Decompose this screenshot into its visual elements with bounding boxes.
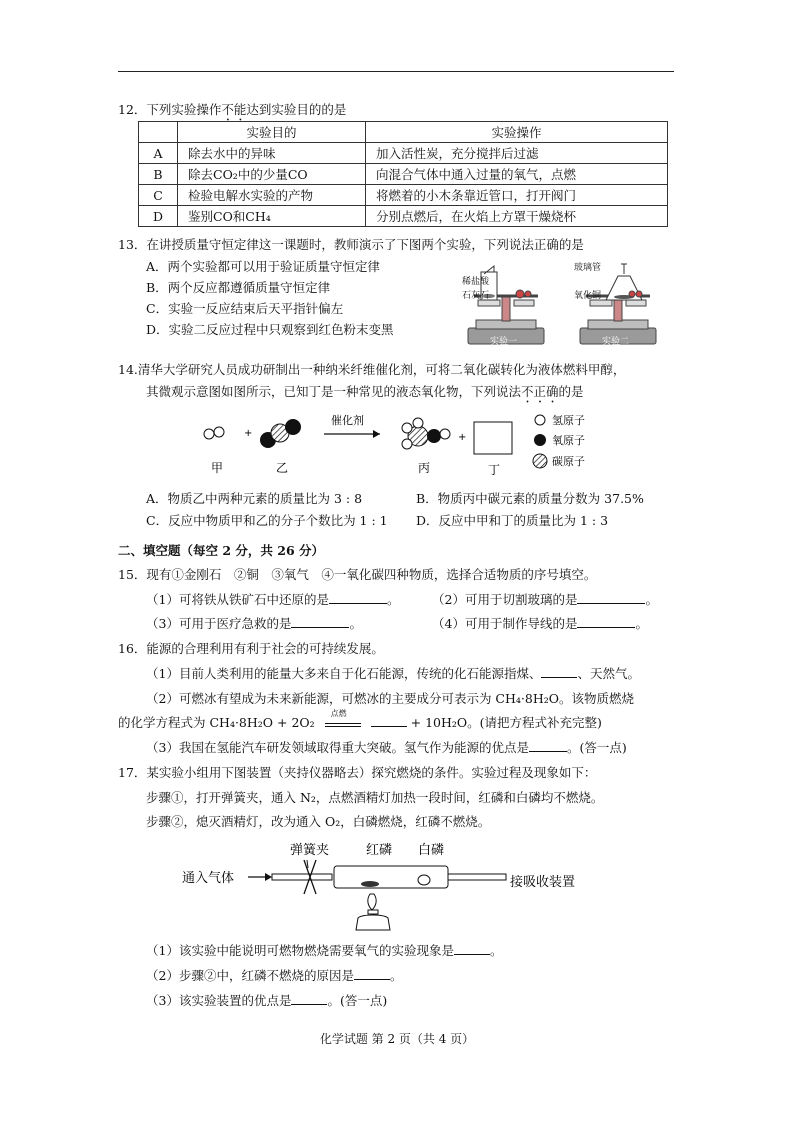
legend-h-icon [535, 415, 545, 425]
label-white-p: 白磷 [418, 843, 445, 858]
label-stone: 石灰石 [462, 291, 490, 301]
answer-blank[interactable] [291, 992, 327, 1005]
answer-blank[interactable] [529, 739, 567, 752]
outlet-tube [448, 874, 506, 880]
q13-stem: 13．在讲授质量守恒定律这一课题时，教师演示了下图两个实验，下列说法正确的是 [118, 237, 584, 252]
row-key: C [139, 185, 178, 206]
q12-stem: 12．下列实验操作不能达到实验目的的是 [118, 102, 347, 117]
unknown-product-box [474, 422, 512, 454]
label-ding: 丁 [488, 463, 501, 477]
q17-part3: （3）该实验装置的优点是 。(答一点) [146, 993, 388, 1008]
condition-label: 点燃 [330, 709, 347, 718]
q17-step2: 步骤②，熄灭酒精灯，改为通入 O₂，白磷燃烧，红磷不燃烧。 [146, 814, 491, 829]
table-row [139, 164, 668, 185]
table-header-row [139, 122, 668, 143]
label-exp2: 实验二 [602, 337, 630, 347]
q14-option-d[interactable]: D．反应中甲和丁的质量比为 1 : 3 [416, 513, 609, 528]
q15-part4: （4）可用于制作导线的是 。 [432, 616, 648, 631]
q16-part2-line2: 的化学方程式为 CH₄·8H₂O + 2O₂ 点燃 + 10H₂O。(请把方程式补充完整) [118, 709, 602, 730]
row-operation: 加入活性炭，充分搅拌后过滤 [366, 143, 668, 164]
molecule-jia-icon [204, 427, 224, 439]
row-operation: 将燃着的小木条靠近管口，打开阀门 [366, 185, 668, 206]
section-title: 二、填空题（每空 2 分，共 26 分） [118, 543, 325, 558]
condition-arrow [325, 709, 361, 727]
q17-part2: （2）步骤②中，红磷不燃烧的原因是 。 [146, 968, 403, 983]
q14-molecule-figure [196, 410, 616, 480]
row-purpose: 检验电解水实验的产物 [178, 185, 366, 206]
q13-balance-figure [456, 256, 666, 348]
q17-step1: 步骤①，打开弹簧夹，通入 N₂，点燃酒精灯加热一段时间，红磷和白磷均不燃烧。 [146, 790, 604, 805]
q13-option-a[interactable]: A．两个实验都可以用于验证质量守恒定律 [146, 259, 381, 274]
legend-c: 碳原子 [552, 455, 585, 468]
q13-option-b[interactable]: B．两个反应都遵循质量守恒定律 [146, 280, 331, 295]
table-row [139, 185, 668, 206]
q13-option-c[interactable]: C．实验一反应结束后天平指针偏左 [146, 301, 344, 316]
molecule-bing-icon [402, 418, 450, 449]
row-operation: 分别点燃后，在火焰上方罩干燥烧杯 [366, 206, 668, 227]
row-key: A [139, 143, 178, 164]
q17-stem: 17．某实验小组用下图装置（夹持仪器略去）探究燃烧的条件。实验过程及现象如下： [118, 765, 597, 780]
q15-part3: （3）可用于医疗急救的是 。 [146, 616, 362, 631]
label-absorb: 接吸收装置 [510, 875, 576, 890]
q15-stem: 15．现有①金刚石 ②铜 ③氧气 ④一氧化碳四种物质，选择合适物质的序号填空。 [118, 567, 597, 582]
legend-o: 氧原子 [552, 434, 585, 447]
glass-tube [334, 866, 448, 888]
answer-blank[interactable] [291, 615, 349, 628]
legend-o-icon [534, 434, 546, 446]
table-header-operation: 实验操作 [366, 122, 668, 143]
row-key: D [139, 206, 178, 227]
label-acid: 稀盐酸 [462, 277, 490, 287]
plus-sign: + [244, 428, 253, 439]
header-rule [118, 71, 674, 72]
row-operation: 向混合气体中通入过量的氧气，点燃 [366, 164, 668, 185]
q14-option-a[interactable]: A．物质乙中两种元素的质量比为 3 : 8 [146, 491, 363, 506]
row-purpose: 鉴别CO和CH₄ [178, 206, 366, 227]
alcohol-lamp-icon [356, 894, 390, 930]
q16-part2-line1: （2）可燃冰有望成为未来新能源，可燃冰的主要成分可表示为 CH₄·8H₂O。该物质燃烧 [146, 691, 634, 706]
q14-stem-emphasis: 不正确 [521, 384, 559, 399]
label-clamp: 弹簧夹 [290, 843, 330, 858]
q12-stem-emphasis: 不能 [221, 102, 247, 117]
label-jia: 甲 [211, 461, 224, 475]
table-row [139, 206, 668, 227]
label-red-p: 红磷 [366, 843, 393, 858]
q16-stem: 16．能源的合理利用有利于社会的可持续发展。 [118, 641, 384, 656]
table-header-purpose: 实验目的 [178, 122, 366, 143]
row-key: B [139, 164, 178, 185]
q17-part1: （1）该实验中能说明可燃物燃烧需要氧气的实验现象是 。 [146, 943, 503, 958]
red-phosphorus-icon [361, 881, 379, 887]
table-row [139, 143, 668, 164]
page-footer: 化学试题 第 2 页（共 4 页） [319, 1032, 475, 1046]
q16-part1: （1）目前人类利用的能量大多来自于化石能源，传统的化石能源指煤、 、天然气。 [146, 666, 640, 681]
q14-stem-line1: 14.清华大学研究人员成功研制出一种纳米纤维催化剂，可将二氧化碳转化为液体燃料甲醇， [118, 362, 626, 377]
answer-blank[interactable] [371, 714, 407, 727]
q16-part3: （3）我国在氢能汽车研发领域取得重大突破。氢气作为能源的优点是 。(答一点) [146, 740, 627, 755]
label-tube: 玻璃管 [574, 263, 602, 273]
q15-part1: （1）可将铁从铁矿石中还原的是 。 [146, 592, 400, 607]
q15-part2: （2）可用于切割玻璃的是 。 [432, 592, 658, 607]
q14-stem-line2: 其微观示意图如图所示，已知丁是一种常见的液态氧化物，下列说法不正确的是 [146, 384, 584, 399]
answer-blank[interactable] [354, 967, 390, 980]
catalyst-label: 催化剂 [331, 414, 364, 427]
legend-h: 氢原子 [552, 414, 585, 427]
white-phosphorus-icon [418, 875, 430, 885]
answer-blank[interactable] [541, 665, 577, 678]
label-gas-in: 通入气体 [182, 871, 235, 886]
answer-blank[interactable] [577, 591, 645, 604]
label-yi: 乙 [276, 461, 289, 475]
row-purpose: 除去水中的异味 [178, 143, 366, 164]
molecule-yi-icon [260, 419, 301, 448]
label-cuo: 氧化铜 [574, 291, 602, 301]
answer-blank[interactable] [329, 591, 387, 604]
q14-option-c[interactable]: C．反应中物质甲和乙的分子个数比为 1 : 1 [146, 513, 388, 528]
q14-option-b[interactable]: B．物质丙中碳元素的质量分数为 37.5% [416, 491, 644, 506]
inlet-tube [272, 874, 332, 880]
label-exp1: 实验一 [490, 337, 518, 347]
plus-sign: + [458, 432, 467, 443]
row-purpose: 除去CO₂中的少量CO [178, 164, 366, 185]
answer-blank[interactable] [454, 942, 490, 955]
q17-apparatus-figure [176, 838, 606, 934]
legend-c-icon [533, 454, 547, 468]
label-bing: 丙 [418, 461, 431, 475]
q13-option-d[interactable]: D．实验二反应过程中只观察到红色粉末变黑 [146, 322, 394, 337]
q12-table [138, 121, 668, 227]
balance-2-icon [580, 264, 656, 344]
answer-blank[interactable] [577, 615, 635, 628]
